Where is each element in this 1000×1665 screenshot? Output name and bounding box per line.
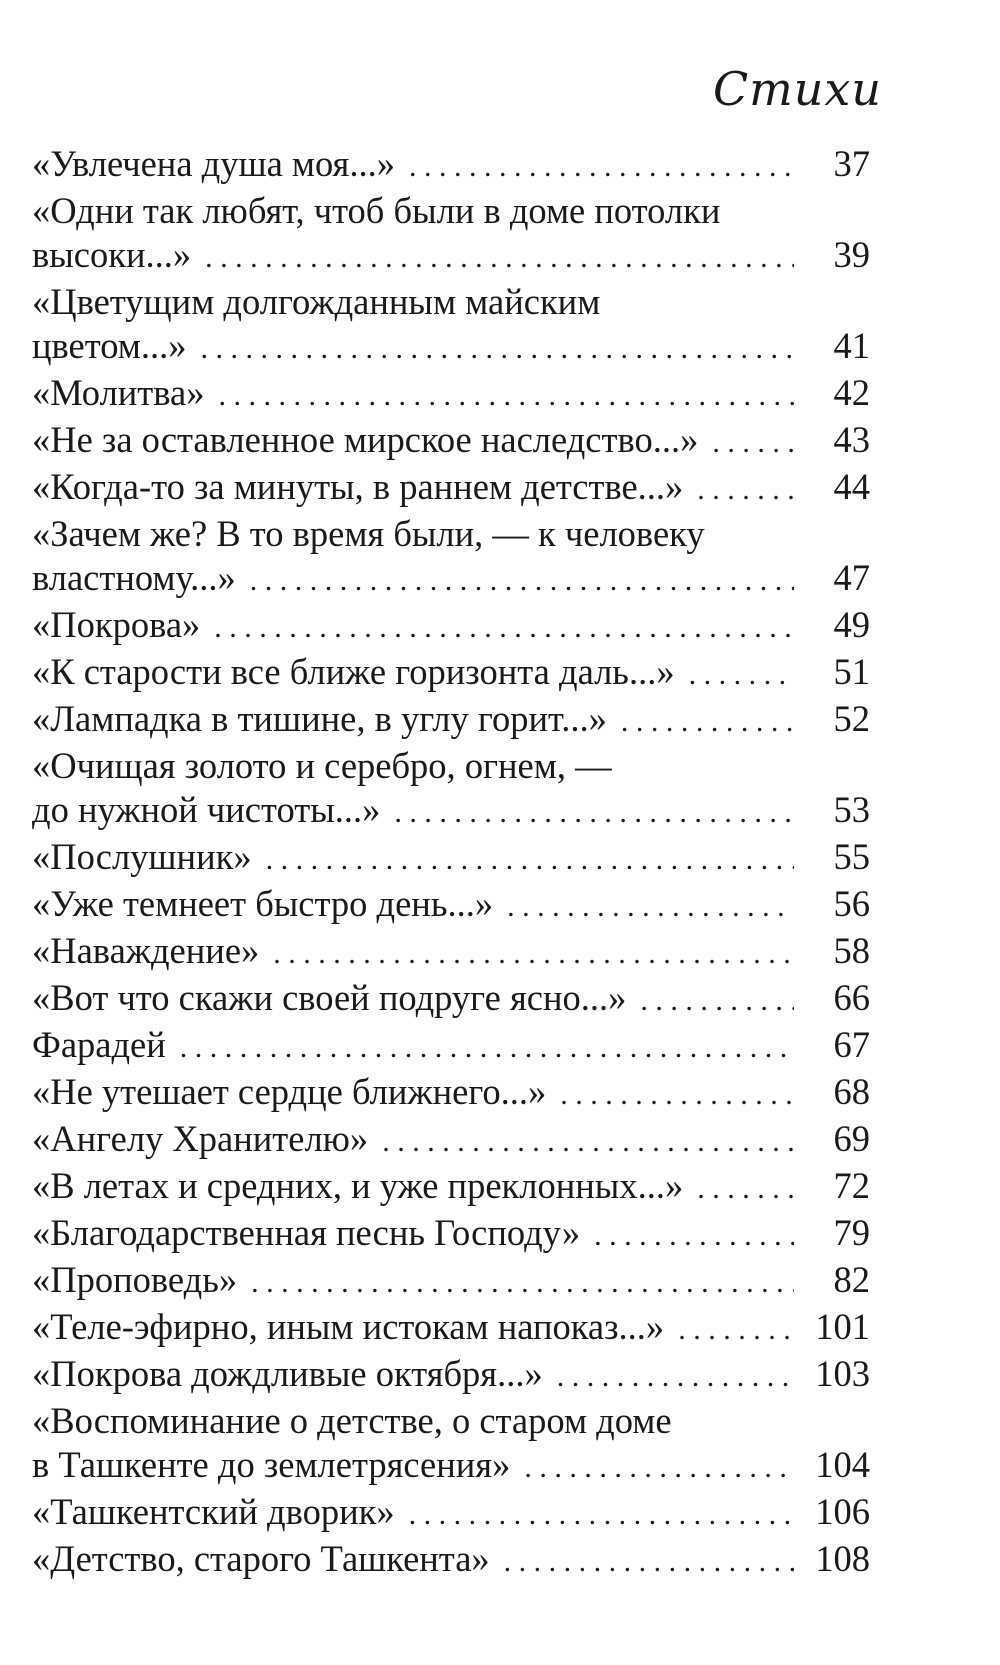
toc-entry-title: властному...» [32,557,236,598]
toc-entry-title: «Молитва» [32,372,205,413]
toc-entry[interactable] [32,1258,870,1305]
dot-leader [621,700,794,744]
dot-leader [409,1493,794,1537]
section-header: Стихи [712,62,882,116]
dot-leader [205,236,794,280]
toc-entry-page: 66 [833,977,870,1018]
toc-entry[interactable] [32,1305,870,1352]
toc-entry[interactable] [32,512,870,603]
toc-entry-page: 55 [833,836,870,877]
toc-entry[interactable] [32,418,870,465]
toc-entry[interactable] [32,697,870,744]
toc-entry-page: 56 [833,883,870,924]
toc-entry-title: «Благодарственная песнь Господу» [32,1212,581,1253]
toc-entry-page: 58 [833,930,870,971]
toc-entry[interactable] [32,280,870,371]
dot-leader [594,1214,794,1258]
toc-entry-page: 49 [833,604,870,645]
dot-leader [273,932,794,976]
dot-leader [640,979,794,1023]
dot-leader [409,145,794,189]
toc-entry[interactable] [32,142,870,189]
dot-leader [382,1120,794,1164]
toc-entry[interactable] [32,1117,870,1164]
toc-entry-page: 41 [833,325,870,366]
dot-leader [689,653,794,697]
dot-leader [524,1446,794,1490]
toc-entry-title: «Не за оставленное мирское наследство...» [32,419,699,460]
toc-entry-page: 106 [815,1491,870,1532]
toc-entry-first-line: «Цветущим долгожданным майским [32,281,601,322]
toc-entry[interactable] [32,835,870,882]
toc-entry-page: 67 [833,1024,870,1065]
dot-leader [560,1073,794,1117]
toc-entry[interactable] [32,1352,870,1399]
toc-entry-title: «Детство, старого Ташкента» [32,1538,490,1579]
dot-leader [266,838,794,882]
toc-entry[interactable] [32,929,870,976]
toc-entry-page: 43 [833,419,870,460]
toc-entry-title: «Лампадка в тишине, в углу горит...» [32,698,607,739]
toc-entry-page: 44 [833,466,870,507]
toc-entry-first-line: «Одни так любят, чтоб были в доме потолки [32,190,721,231]
dot-leader [250,559,794,603]
dot-leader [557,1355,794,1399]
toc-entry-title: Фарадей [32,1024,166,1065]
toc-entry-page: 108 [815,1538,870,1579]
dot-leader [251,1261,794,1305]
dot-leader [180,1026,794,1070]
toc-entry[interactable] [32,744,870,835]
toc-entry[interactable] [32,976,870,1023]
toc-entry-page: 79 [833,1212,870,1253]
toc-entry[interactable] [32,189,870,280]
toc-entry-title: «Послушник» [32,836,252,877]
toc-entry[interactable] [32,1490,870,1537]
dot-leader [394,791,794,835]
toc-entry-page: 37 [833,143,870,184]
toc-entry-title: «Проповедь» [32,1259,238,1300]
dot-leader [201,327,794,371]
toc-entry-first-line: «Очищая золото и серебро, огнем, — [32,745,612,786]
dot-leader [507,885,794,929]
toc-entry-title: высоки...» [32,234,192,275]
toc-entry-page: 47 [833,557,870,598]
toc-entry[interactable] [32,882,870,929]
toc-entry-title: «Наваждение» [32,930,260,971]
toc-entry-title: цветом...» [32,325,187,366]
toc-entry-title: «Когда-то за минуты, в раннем детстве...» [32,466,684,507]
dot-leader [712,421,794,465]
toc-entry[interactable] [32,1070,870,1117]
toc-entry-title: «Ташкентский дворик» [32,1491,395,1532]
toc-entry-title: «Покрова дождливые октября...» [32,1353,543,1394]
toc-entry-page: 101 [815,1306,870,1347]
toc-entry-page: 104 [815,1444,870,1485]
toc-entry[interactable] [32,465,870,512]
dot-leader [697,1167,794,1211]
toc-entry[interactable] [32,1023,870,1070]
toc-entry-title: «Теле-эфирно, иным истокам напоказ...» [32,1306,665,1347]
toc-entry-title: «Уже темнеет быстро день...» [32,883,494,924]
toc-entry-title: «В летах и средних, и уже преклонных...» [32,1165,684,1206]
toc-entry-first-line: «Зачем же? В то время были, — к человеку [32,513,705,554]
toc-entry-page: 69 [833,1118,870,1159]
toc-entry-first-line: «Воспоминание о детстве, о старом доме [32,1400,672,1441]
toc-entry-title: до нужной чистоты...» [32,789,381,830]
toc-entry[interactable] [32,1399,870,1490]
toc-entry-page: 51 [833,651,870,692]
toc-entry[interactable] [32,371,870,418]
toc-entry[interactable] [32,1164,870,1211]
toc-entry-title: «К старости все ближе горизонта даль...» [32,651,675,692]
dot-leader [218,374,794,418]
toc-entry[interactable] [32,1211,870,1258]
toc-entry-page: 103 [815,1353,870,1394]
toc-entry-page: 52 [833,698,870,739]
toc-entry-title: в Ташкенте до землетрясения» [32,1444,511,1485]
toc-entry-page: 82 [833,1259,870,1300]
toc-entry-page: 68 [833,1071,870,1112]
toc-entry-page: 42 [833,372,870,413]
toc-entry-title: «Покрова» [32,604,201,645]
dot-leader [678,1308,794,1352]
toc-entry-title: «Вот что скажи своей подруге ясно...» [32,977,627,1018]
toc-entry-title: «Увлечена душа моя...» [32,143,395,184]
toc-entry-title: «Не утешает сердце ближнего...» [32,1071,547,1112]
toc-entry-page: 39 [833,234,870,275]
toc-entry-title: «Ангелу Хранителю» [32,1118,369,1159]
toc-entry-page: 72 [833,1165,870,1206]
toc-entry[interactable] [32,650,870,697]
dot-leader [214,606,794,650]
dot-leader [697,468,794,512]
toc-entry[interactable] [32,1537,870,1584]
toc-entry[interactable] [32,603,870,650]
toc-entry-page: 53 [833,789,870,830]
dot-leader [504,1540,794,1584]
table-of-contents [32,142,870,1584]
